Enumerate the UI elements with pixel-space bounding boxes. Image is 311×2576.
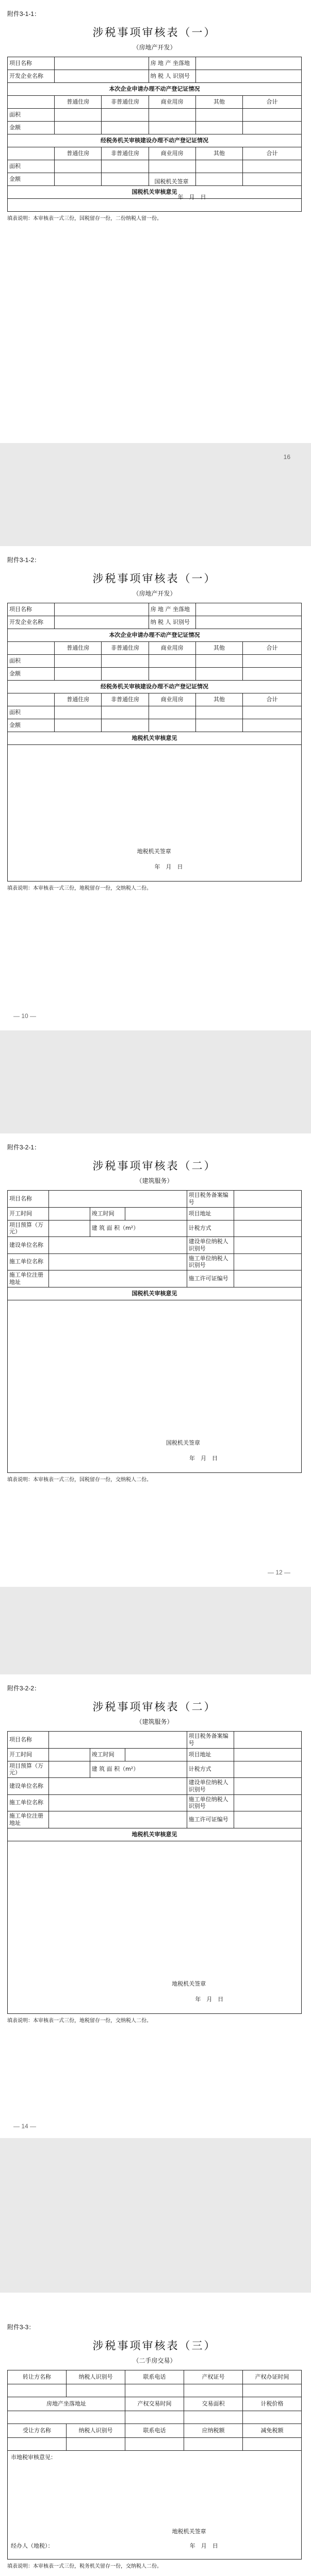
form-note: 填表说明：本审核表一式三份，国税留存一份，交纳税人二份。 xyxy=(7,1477,152,1483)
col-nonordinary: 非普通住房 xyxy=(102,693,149,706)
cell[interactable] xyxy=(8,2384,67,2397)
col-nonordinary: 非普通住房 xyxy=(102,96,149,109)
cell[interactable] xyxy=(55,122,102,134)
attachment-label: 附件3-1-2： xyxy=(7,556,41,564)
taxpayer-id-field[interactable] xyxy=(195,616,301,629)
permit-no-label: 施工许可证编号 xyxy=(187,1270,234,1287)
section-opinion: 国税机关审核意见 xyxy=(8,186,302,199)
col-ordinary: 普通住房 xyxy=(55,96,102,109)
project-location-field[interactable] xyxy=(234,1207,301,1220)
page-number: — 14 — xyxy=(13,2123,37,2130)
col-other: 其他 xyxy=(195,693,242,706)
attachment-label: 附件3-3： xyxy=(7,2324,35,2331)
cell[interactable] xyxy=(149,109,195,122)
tax-reduced-label: 减免税额 xyxy=(243,2424,302,2438)
contractor-name-label: 施工单位名称 xyxy=(8,1794,49,1811)
taxpayer-id-label: 纳税人识别号 xyxy=(67,2370,125,2384)
cell[interactable] xyxy=(67,2438,125,2451)
tax-method-label: 计税方式 xyxy=(187,1761,234,1778)
project-name-label: 项目名称 xyxy=(8,57,55,70)
property-location-label: 房 地 产 坐落地 xyxy=(149,57,195,70)
cell[interactable] xyxy=(242,173,301,186)
cell[interactable] xyxy=(67,2384,125,2397)
taxpayer-id-field[interactable] xyxy=(195,70,301,83)
cell[interactable] xyxy=(195,160,242,173)
section-opinion: 地税机关审核意见 xyxy=(8,1828,302,1841)
form-note: 填表说明：本审核表一式三份，国税留存一份，二份纳税人留一份。 xyxy=(7,216,162,222)
section-verified: 经税务机关审核建设办理不动产登记证情况 xyxy=(8,681,302,693)
cell[interactable] xyxy=(102,655,149,668)
col-total: 合计 xyxy=(242,693,301,706)
row-amount: 金额 xyxy=(8,173,55,186)
section-verified: 经税务机关审核建设办理不动产登记证情况 xyxy=(8,134,302,147)
page-3 xyxy=(0,1133,311,1587)
opinion-box[interactable] xyxy=(8,1841,302,2013)
deal-price-label: 计税价格 xyxy=(243,2397,302,2411)
taxpayer-id-label: 纳 税 人 识别号 xyxy=(149,616,195,629)
tax-reg-no-label: 项目税务备案编号 xyxy=(187,1732,234,1749)
contractor-name-field[interactable] xyxy=(48,1253,187,1270)
section-application: 本次企业申请办理不动产登记证情况 xyxy=(8,83,302,96)
project-name-label: 项目名称 xyxy=(8,1732,49,1749)
cell[interactable] xyxy=(195,668,242,681)
col-total: 合计 xyxy=(242,642,301,655)
tax-reg-no-field[interactable] xyxy=(234,1191,301,1208)
total-cost-label: 项目预算（万元） xyxy=(8,1220,49,1237)
project-name-field[interactable] xyxy=(48,1732,187,1749)
start-time-label: 开工时间 xyxy=(8,1748,49,1761)
project-location-label: 项目地址 xyxy=(187,1207,234,1220)
opinion-box[interactable] xyxy=(8,745,302,882)
blank-cell xyxy=(8,96,55,109)
cell[interactable] xyxy=(102,668,149,681)
col-nonordinary: 非普通住房 xyxy=(102,147,149,160)
cell[interactable] xyxy=(195,109,242,122)
cell[interactable] xyxy=(195,706,242,719)
project-name-field[interactable] xyxy=(55,603,149,616)
office-seal-label: 地税机关签章 xyxy=(172,2528,206,2535)
cell[interactable] xyxy=(102,160,149,173)
cell[interactable] xyxy=(195,655,242,668)
cell[interactable] xyxy=(243,2438,302,2451)
col-nonordinary: 非普通住房 xyxy=(102,642,149,655)
section-opinion: 地税机关审核意见 xyxy=(8,732,302,745)
cell[interactable] xyxy=(149,655,195,668)
cell[interactable] xyxy=(55,173,102,186)
contractor-id-field[interactable] xyxy=(234,1253,301,1270)
deal-time-label: 产权交易时间 xyxy=(125,2397,184,2411)
developer-label: 开发企业名称 xyxy=(8,70,55,83)
section-opinion: 国税机关审核意见 xyxy=(8,1287,302,1300)
col-ordinary: 普通住房 xyxy=(55,693,102,706)
form-title: 涉税事项审核表（一） xyxy=(92,26,217,39)
cell[interactable] xyxy=(149,719,195,732)
attachment-label: 附件3-1-1： xyxy=(7,10,41,18)
tax-paid-label: 应纳税额 xyxy=(184,2424,243,2438)
cell[interactable] xyxy=(184,2438,243,2451)
date-label: 年 月 日 xyxy=(177,194,206,201)
contractor-id-label: 施工单位纳税人识别号 xyxy=(187,1794,234,1811)
col-total: 合计 xyxy=(242,147,301,160)
cell[interactable] xyxy=(102,109,149,122)
developer-label: 开发企业名称 xyxy=(8,616,55,629)
contractor-addr-label: 施工单位注册地址 xyxy=(8,1811,49,1828)
col-other: 其他 xyxy=(195,96,242,109)
permit-no-field[interactable] xyxy=(234,1270,301,1287)
cell[interactable] xyxy=(55,109,102,122)
review-form-table xyxy=(7,1190,302,1473)
building-area-label: 建 筑 面 积（m²） xyxy=(90,1761,187,1778)
builder-name-label: 建设单位名称 xyxy=(8,1778,49,1795)
col-total: 合计 xyxy=(242,96,301,109)
office-seal-label: 地税机关签章 xyxy=(137,848,171,855)
builder-id-field[interactable] xyxy=(234,1778,301,1795)
tax-method-field[interactable] xyxy=(234,1761,301,1778)
col-commercial: 商业用房 xyxy=(149,147,195,160)
row-amount: 金额 xyxy=(8,122,55,134)
project-name-label: 项目名称 xyxy=(8,1191,49,1208)
blank-cell xyxy=(8,693,55,706)
permit-no-field[interactable] xyxy=(234,1811,301,1828)
developer-field[interactable] xyxy=(55,616,149,629)
form-subtitle: （建筑服务） xyxy=(136,1718,173,1725)
cell[interactable] xyxy=(243,2384,302,2397)
cell[interactable] xyxy=(55,668,102,681)
contractor-addr-field[interactable] xyxy=(48,1811,187,1828)
builder-name-label: 建设单位名称 xyxy=(8,1237,49,1254)
page-number: — 10 — xyxy=(13,1012,37,1020)
project-location-field[interactable] xyxy=(234,1748,301,1761)
house-addr-label: 房地产坐落地址 xyxy=(8,2397,125,2411)
cell[interactable] xyxy=(102,122,149,134)
cell[interactable] xyxy=(102,173,149,186)
row-area: 面积 xyxy=(8,160,55,173)
cell[interactable] xyxy=(125,2411,184,2424)
cell[interactable] xyxy=(55,719,102,732)
form-note: 填表说明：本审核表一式三份，税务机关留存一份，交纳税人二份。 xyxy=(7,2564,162,2569)
form-subtitle: （房地产开发） xyxy=(133,590,176,597)
tax-reg-no-field[interactable] xyxy=(234,1732,301,1749)
row-area: 面积 xyxy=(8,655,55,668)
cell[interactable] xyxy=(242,160,301,173)
project-name-field[interactable] xyxy=(55,57,149,70)
attachment-label: 附件3-2-2： xyxy=(7,1685,41,1692)
cell[interactable] xyxy=(149,668,195,681)
completion-time-field[interactable] xyxy=(125,1207,187,1220)
cell[interactable] xyxy=(242,719,301,732)
attachment-label: 附件3-2-1： xyxy=(7,1144,41,1151)
section-application: 本次企业申请办理不动产登记证情况 xyxy=(8,629,302,642)
cell[interactable] xyxy=(242,668,301,681)
cert-date-label: 产权办证时间 xyxy=(243,2370,302,2384)
completion-time-field[interactable] xyxy=(125,1748,187,1761)
taxpayer-id-label: 纳 税 人 识别号 xyxy=(149,70,195,83)
review-form-table xyxy=(7,603,302,882)
row-area: 面积 xyxy=(8,706,55,719)
form-title: 涉税事项审核表（二） xyxy=(92,1160,217,1172)
form-subtitle: （房地产开发） xyxy=(133,44,176,51)
page-number: — 12 — xyxy=(267,1569,290,1576)
completion-time-label: 竣工时间 xyxy=(90,1748,125,1761)
project-location-label: 项目地址 xyxy=(187,1748,234,1761)
contractor-addr-label: 施工单位注册地址 xyxy=(8,1270,49,1287)
office-seal-label: 国税机关签章 xyxy=(166,1439,201,1446)
review-form-table xyxy=(7,2370,302,2560)
tax-method-label: 计税方式 xyxy=(187,1220,234,1237)
row-amount: 金额 xyxy=(8,719,55,732)
cell[interactable] xyxy=(55,160,102,173)
cell[interactable] xyxy=(8,2411,125,2424)
cell[interactable] xyxy=(149,706,195,719)
deal-area-label: 交易面积 xyxy=(184,2397,243,2411)
reg-name-label: 受让方名称 xyxy=(8,2424,67,2438)
col-ordinary: 普通住房 xyxy=(55,147,102,160)
opinion-box[interactable] xyxy=(8,2451,302,2560)
cell[interactable] xyxy=(242,109,301,122)
row-amount: 金额 xyxy=(8,668,55,681)
office-seal-label: 地税机关签章 xyxy=(172,1980,206,1987)
row-area: 面积 xyxy=(8,109,55,122)
builder-id-field[interactable] xyxy=(234,1237,301,1254)
cell[interactable] xyxy=(195,719,242,732)
date-label: 年 月 日 xyxy=(189,2543,218,2550)
start-time-label: 开工时间 xyxy=(8,1207,49,1220)
date-label: 年 月 日 xyxy=(154,863,183,871)
cert-no-label: 产权证号 xyxy=(184,2370,243,2384)
completion-time-label: 竣工时间 xyxy=(90,1207,125,1220)
building-area-label: 建 筑 面 积（m²） xyxy=(90,1220,187,1237)
reg-phone-label: 联系电话 xyxy=(125,2424,184,2438)
contractor-name-field[interactable] xyxy=(48,1794,187,1811)
page-1 xyxy=(0,0,311,461)
cell[interactable] xyxy=(125,2384,184,2397)
cell[interactable] xyxy=(55,706,102,719)
form-subtitle: （二手房交易） xyxy=(133,2357,176,2364)
cell[interactable] xyxy=(184,2384,243,2397)
property-location-label: 房 地 产 坐落地 xyxy=(149,603,195,616)
col-commercial: 商业用房 xyxy=(149,642,195,655)
cell[interactable] xyxy=(242,655,301,668)
review-form-table xyxy=(7,57,302,212)
builder-id-label: 建设单位纳税人识别号 xyxy=(187,1237,234,1254)
builder-name-field[interactable] xyxy=(48,1237,187,1254)
page-5 xyxy=(0,2293,311,2576)
total-cost-label: 项目预算（万元） xyxy=(8,1761,49,1778)
office-seal-label: 国税机关签章 xyxy=(154,178,189,185)
date-label: 年 月 日 xyxy=(189,1454,218,1462)
total-cost-field[interactable] xyxy=(48,1220,90,1237)
form-note: 填表说明：本审核表一式三份，地税留存一份，交纳税人二份。 xyxy=(7,2018,152,2024)
contractor-id-field[interactable] xyxy=(234,1794,301,1811)
property-location-field[interactable] xyxy=(195,603,301,616)
cell[interactable] xyxy=(242,122,301,134)
cell[interactable] xyxy=(102,706,149,719)
contractor-name-label: 施工单位名称 xyxy=(8,1253,49,1270)
tax-method-field[interactable] xyxy=(234,1220,301,1237)
form-note: 填表说明：本审核表一式三份，地税留存一份，交纳税人二份。 xyxy=(7,886,152,891)
transferor-label: 转让方名称 xyxy=(8,2370,67,2384)
cell[interactable] xyxy=(195,173,242,186)
col-ordinary: 普通住房 xyxy=(55,642,102,655)
start-time-field[interactable] xyxy=(48,1207,90,1220)
contractor-id-label: 施工单位纳税人识别号 xyxy=(187,1253,234,1270)
blank-cell xyxy=(8,642,55,655)
start-time-field[interactable] xyxy=(48,1748,90,1761)
builder-name-field[interactable] xyxy=(48,1778,187,1795)
total-cost-field[interactable] xyxy=(48,1761,90,1778)
form-title: 涉税事项审核表（三） xyxy=(92,2340,217,2352)
cell[interactable] xyxy=(195,122,242,134)
form-title: 涉税事项审核表（一） xyxy=(92,572,217,585)
col-other: 其他 xyxy=(195,147,242,160)
cell[interactable] xyxy=(242,706,301,719)
project-name-label: 项目名称 xyxy=(8,603,55,616)
reg-id-label: 纳税人识别号 xyxy=(67,2424,125,2438)
phone-label: 联系电话 xyxy=(125,2370,184,2384)
page-number: 16 xyxy=(283,453,290,461)
cell[interactable] xyxy=(184,2411,243,2424)
cell[interactable] xyxy=(102,719,149,732)
col-other: 其他 xyxy=(195,642,242,655)
property-location-field[interactable] xyxy=(195,57,301,70)
cell[interactable] xyxy=(125,2438,184,2451)
cell[interactable] xyxy=(149,122,195,134)
col-commercial: 商业用房 xyxy=(149,693,195,706)
builder-id-label: 建设单位纳税人识别号 xyxy=(187,1778,234,1795)
page-4 xyxy=(0,1674,311,2138)
cell[interactable] xyxy=(8,2438,67,2451)
tax-reg-no-label: 项目税务备案编号 xyxy=(187,1191,234,1208)
permit-no-label: 施工许可证编号 xyxy=(187,1811,234,1828)
opinion-label: 市地税审核意见： xyxy=(11,2454,56,2461)
opinion-box[interactable] xyxy=(8,1300,302,1472)
project-name-field[interactable] xyxy=(48,1191,187,1208)
col-commercial: 商业用房 xyxy=(149,96,195,109)
form-subtitle: （建筑服务） xyxy=(136,1177,173,1184)
cell[interactable] xyxy=(149,160,195,173)
cell[interactable] xyxy=(55,655,102,668)
date-label: 年 月 日 xyxy=(195,1995,224,2003)
form-title: 涉税事项审核表（二） xyxy=(92,1701,217,1713)
contractor-addr-field[interactable] xyxy=(48,1270,187,1287)
review-form-table xyxy=(7,1731,302,2014)
blank-cell xyxy=(8,147,55,160)
handler-label: 经办人（地税）： xyxy=(11,2543,54,2550)
cell[interactable] xyxy=(243,2411,302,2424)
developer-field[interactable] xyxy=(55,70,149,83)
page-2 xyxy=(0,546,311,1030)
